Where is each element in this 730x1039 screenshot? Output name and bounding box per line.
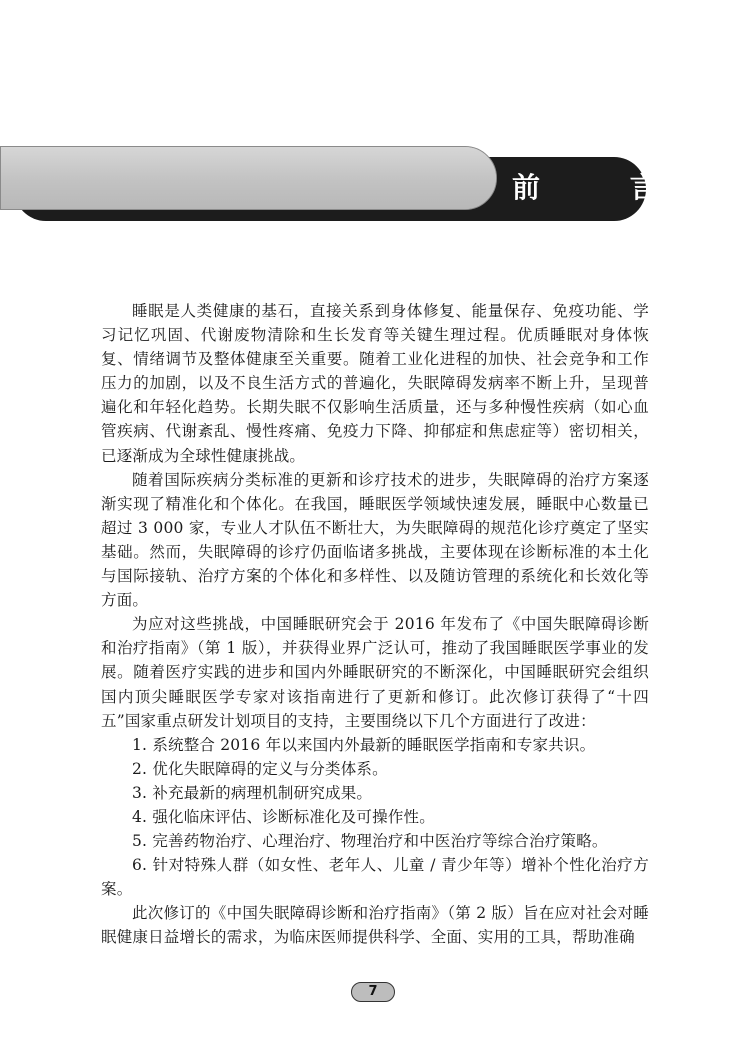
list-item-6: 6. 针对特殊人群（如女性、老年人、儿童 / 青少年等）增补个性化治疗方案。 — [101, 856, 649, 899]
banner-gray-bar — [0, 146, 497, 210]
paragraph-1: 睡眠是人类健康的基石，直接关系到身体修复、能量保存、免疫功能、学习记忆巩固、代谢废物清除和生长发育等关键生理过程。优质睡眠对身体恢复、情绪调节及整体健康至关重要。随着工业化进程的加快、社会竞争和工作压力的加剧，以及不良生活方式的普遍化，失眠障碍发病率不断上升，呈现普遍化和年轻化趋势。长期失眠不仅影响生活质量，还与多种慢性疾病（如心血管疾病、代谢紊乱、慢性疼痛、免疫力下降、抑郁症和焦虑症等）密切相关，已逐渐成为全球性健康挑战。 — [101, 302, 649, 465]
list-item-5: 5. 完善药物治疗、心理治疗、物理治疗和中医治疗等综合治疗策略。 — [132, 832, 608, 851]
paragraph-2: 随着国际疾病分类标准的更新和诊疗技术的进步，失眠障碍的治疗方案逐渐实现了精准化和个体化。在我国，睡眠医学领域快速发展，睡眠中心数量已超过 3 000 家，专业人才队伍不断壮大，为失眠障碍的规范化诊疗奠定了坚实基础。然而，失眠障碍的诊疗仍面临诸多挑战，主要体现在诊断标准的本土化与国际接轨、治疗方案的个体化和多样性、以及随访管理的系统化和长效化等方面。 — [101, 470, 649, 610]
chapter-title: 前 言 — [512, 171, 698, 204]
list-item-3: 3. 补充最新的病理机制研究成果。 — [132, 783, 373, 802]
paragraph-3: 为应对这些挑战，中国睡眠研究会于 2016 年发布了《中国失眠障碍诊断和治疗指南》（第 1 版），并获得业界广泛认可，推动了我国睡眠医学事业的发展。随着医疗实践的进步和国内外睡眠研究的不断深化，中国睡眠研究会组织国内顶尖睡眠医学专家对该指南进行了更新和修订。此次修订获得了“十四五”国家重点研发计划项目的支持，主要围绕以下几个方面进行了改进： — [101, 615, 649, 730]
page-number: 7 — [351, 982, 395, 1002]
chapter-banner — [0, 0, 730, 240]
closing-paragraph: 此次修订的《中国失眠障碍诊断和治疗指南》（第 2 版）旨在应对社会对睡眠健康日益增长的需求，为临床医师提供科学、全面、实用的工具，帮助准确 — [101, 904, 649, 947]
list-item-2: 2. 优化失眠障碍的定义与分类体系。 — [132, 759, 388, 778]
list-item-1: 1. 系统整合 2016 年以来国内外最新的睡眠医学指南和专家共识。 — [132, 735, 596, 754]
list-item-4: 4. 强化临床评估、诊断标准化及可操作性。 — [132, 807, 435, 826]
body-text — [101, 299, 649, 950]
